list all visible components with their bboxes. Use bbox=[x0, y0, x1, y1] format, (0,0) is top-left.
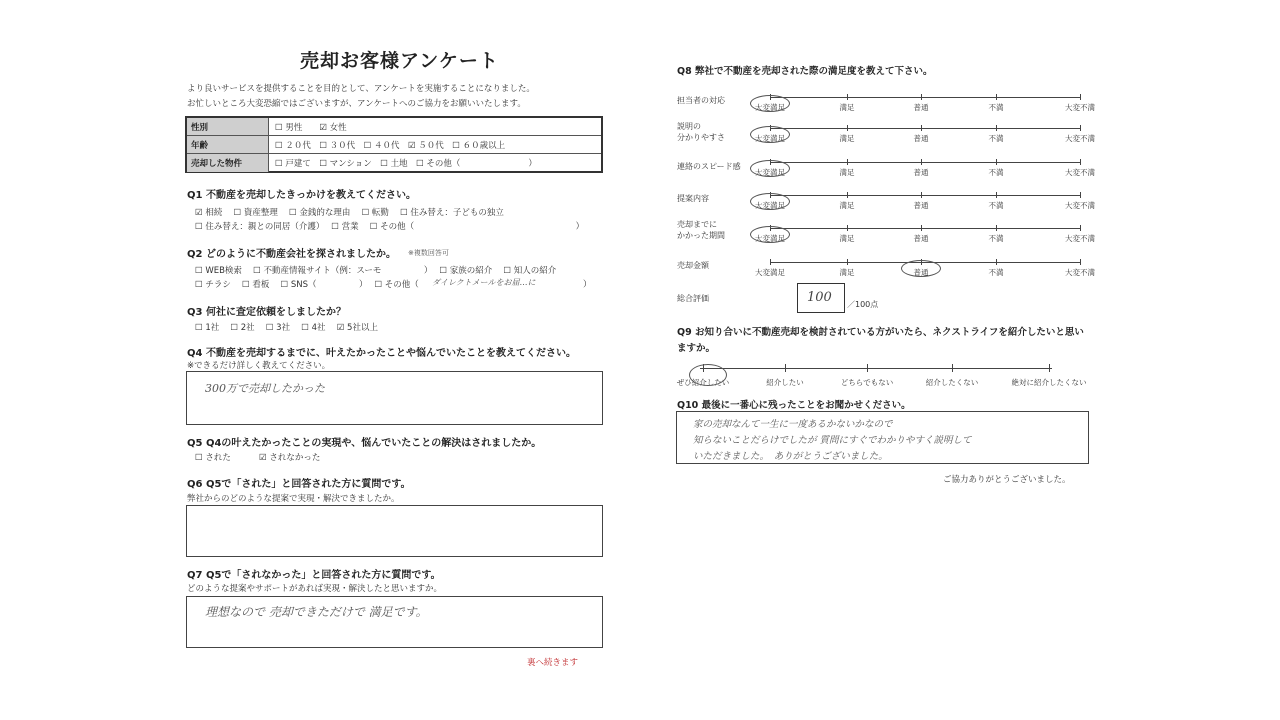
selected-circle-mark bbox=[901, 260, 941, 277]
q1-options-line-1[interactable]: ☑ 相続 ☐ 資産整理 ☐ 金銭的な理由 ☐ 転勤 ☐ 住み替え：子どもの独立 bbox=[195, 208, 504, 218]
scale-tick[interactable] bbox=[1080, 94, 1081, 100]
q8-question: Q8 弊社で不動産を売却された際の満足度を教えて下さい。 bbox=[677, 66, 933, 77]
scale-option-label[interactable]: 大変満足 bbox=[755, 268, 785, 277]
q2-note: ※複数回答可 bbox=[408, 249, 449, 257]
q10-answer-line-2: 知らないことだらけでしたが 質問にすぐでわかりやすく説明して bbox=[693, 435, 972, 446]
scale-option-label[interactable]: 満足 bbox=[839, 103, 855, 112]
q9-selected-circle-mark bbox=[689, 364, 727, 386]
scale-option-label[interactable]: 大変不満 bbox=[1065, 268, 1095, 277]
scale-option-label[interactable]: 大変満足 bbox=[755, 234, 785, 243]
q2-options-line-1[interactable]: ☐ WEB検索 ☐ 不動産情報サイト（例：スーモ ） ☐ 家族の紹介 ☐ 知人の紹介 bbox=[195, 266, 557, 276]
overall-score: 100 bbox=[807, 290, 832, 305]
selected-circle-mark bbox=[750, 193, 790, 210]
scale-tick[interactable] bbox=[921, 225, 922, 231]
q9-scale-label[interactable]: どちらでもない bbox=[840, 378, 894, 387]
q4-answer: 300万で売却したかった bbox=[205, 382, 325, 395]
q6-answer-box[interactable] bbox=[186, 505, 603, 557]
scale-option-label[interactable]: 満足 bbox=[839, 268, 855, 277]
scale-tick[interactable] bbox=[996, 94, 997, 100]
q8-row-label: 提案内容 bbox=[677, 194, 709, 203]
page-title: 売却お客様アンケート bbox=[300, 50, 499, 72]
q8-row-scale bbox=[755, 162, 1095, 177]
intro-line-1: より良いサービスを提供することを目的として、アンケートを実施することになりました。 bbox=[187, 84, 535, 94]
property-label: 売却した物件 bbox=[187, 154, 269, 172]
scale-tick[interactable] bbox=[996, 159, 997, 165]
q4-question: Q4 不動産を売却するまでに、叶えたかったことや悩んでいたことを教えてください。 bbox=[187, 348, 576, 359]
q6-sub: 弊社からのどのような提案で実現・解決できましたか。 bbox=[187, 494, 400, 504]
q9-question-line-1: Q9 お知り合いに不動産売却を検討されている方がいたら、ネクストライフを紹介したいと思い bbox=[677, 327, 1084, 338]
q8-row-label: 説明の 分かりやすさ bbox=[677, 122, 725, 142]
q8-row-label: 売却金額 bbox=[677, 261, 709, 270]
scale-option-label[interactable]: 普通 bbox=[913, 168, 929, 177]
q1-question: Q1 不動産を売却したきっかけを教えてください。 bbox=[187, 190, 416, 201]
profile-row-gender bbox=[187, 118, 601, 136]
scale-tick[interactable] bbox=[770, 259, 771, 265]
scale-tick[interactable] bbox=[847, 125, 848, 131]
intro-line-2: お忙しいところ大変恐縮ではございますが、アンケートへのご協力をお願いいたします。 bbox=[187, 99, 526, 109]
overall-suffix: ／100点 bbox=[847, 300, 879, 309]
scale-option-label[interactable]: 大変不満 bbox=[1065, 134, 1095, 143]
q8-row-label: 連絡のスピード感 bbox=[677, 162, 741, 171]
overall-score-box[interactable] bbox=[797, 283, 845, 313]
scale-tick[interactable] bbox=[996, 192, 997, 198]
scale-option-label[interactable]: 不満 bbox=[988, 134, 1004, 143]
scale-option-label[interactable]: 満足 bbox=[839, 234, 855, 243]
age-options[interactable]: ☐ ２０代 ☐ ３０代 ☐ ４０代 ☑ ５０代 ☐ ６０歳以上 bbox=[275, 141, 506, 151]
scale-tick[interactable] bbox=[847, 192, 848, 198]
q8-row-label: 担当者の対応 bbox=[677, 96, 725, 105]
q8-row-scale bbox=[755, 262, 1095, 277]
profile-row-age bbox=[187, 136, 601, 154]
scale-tick[interactable] bbox=[847, 159, 848, 165]
scale-tick[interactable] bbox=[1080, 192, 1081, 198]
profile-table bbox=[185, 116, 603, 173]
q7-question: Q7 Q5で「されなかった」と回答された方に質問です。 bbox=[187, 570, 441, 581]
scale-tick[interactable] bbox=[921, 159, 922, 165]
q5-options[interactable]: ☐ された ☑ されなかった bbox=[195, 453, 321, 463]
q7-sub: どのような提案やサポートがあれば実現・解決したと思いますか。 bbox=[187, 584, 443, 594]
scale-tick[interactable] bbox=[1080, 225, 1081, 231]
scale-tick[interactable] bbox=[1080, 159, 1081, 165]
scale-tick[interactable] bbox=[847, 259, 848, 265]
selected-circle-mark bbox=[750, 95, 790, 112]
q9-scale-tick[interactable] bbox=[867, 364, 868, 372]
scale-option-label[interactable]: 満足 bbox=[839, 168, 855, 177]
q3-options[interactable]: ☐ 1社 ☐ 2社 ☐ 3社 ☐ 4社 ☑ 5社以上 bbox=[195, 323, 378, 333]
scale-tick[interactable] bbox=[996, 259, 997, 265]
property-options[interactable]: ☐ 戸建て ☐ マンション ☐ 土地 ☐ その他（ ） bbox=[275, 159, 537, 169]
scale-tick[interactable] bbox=[847, 225, 848, 231]
q10-question: Q10 最後に一番心に残ったことをお聞かせください。 bbox=[677, 400, 911, 411]
scale-option-label[interactable]: 大変満足 bbox=[755, 134, 785, 143]
scale-option-label[interactable]: 不満 bbox=[988, 103, 1004, 112]
scale-option-label[interactable]: 満足 bbox=[839, 134, 855, 143]
gender-options[interactable]: ☐ 男性 ☑ 女性 bbox=[275, 123, 347, 133]
scale-option-label[interactable]: 不満 bbox=[988, 168, 1004, 177]
q10-answer-line-3: いただきました。 ありがとうございました。 bbox=[693, 451, 888, 462]
q9-scale-label[interactable]: 紹介したい bbox=[766, 378, 804, 387]
selected-circle-mark bbox=[750, 160, 790, 177]
q8-row-scale bbox=[755, 228, 1095, 243]
scale-option-label[interactable]: 不満 bbox=[988, 201, 1004, 210]
q7-answer-box[interactable] bbox=[186, 596, 603, 648]
q9-scale-tick[interactable] bbox=[1049, 364, 1050, 372]
scale-tick[interactable] bbox=[921, 94, 922, 100]
selected-circle-mark bbox=[750, 126, 790, 143]
scale-tick[interactable] bbox=[921, 192, 922, 198]
q4-answer-box[interactable] bbox=[186, 371, 603, 425]
q7-answer: 理想なので 売却できただけで 満足です。 bbox=[205, 605, 428, 619]
scale-option-label[interactable]: 大変満足 bbox=[755, 201, 785, 210]
scale-option-label[interactable]: 大変不満 bbox=[1065, 201, 1095, 210]
q2-other-close: ） bbox=[583, 280, 592, 290]
q3-question: Q3 何社に査定依頼をしましたか？ bbox=[187, 307, 346, 318]
q9-scale-label[interactable]: ぜひ紹介したい bbox=[676, 378, 730, 387]
q4-note: ※できるだけ詳しく教えてください。 bbox=[187, 361, 331, 371]
scale-tick[interactable] bbox=[996, 125, 997, 131]
q5-question: Q5 Q4の叶えたかったことの実現や、悩んでいたことの解決はされましたか。 bbox=[187, 438, 542, 449]
q9-question-line-2: ますか。 bbox=[677, 343, 716, 354]
scale-option-label[interactable]: 大変不満 bbox=[1065, 103, 1095, 112]
scale-option-label[interactable]: 普通 bbox=[913, 103, 929, 112]
scale-option-label[interactable]: 不満 bbox=[988, 268, 1004, 277]
profile-row-property bbox=[187, 154, 601, 172]
q8-row-label: 売却までに かかった期間 bbox=[677, 220, 725, 240]
scale-option-label[interactable]: 満足 bbox=[839, 201, 855, 210]
q10-answer-line-1: 家の売却なんて一生に一度あるかないかなので bbox=[693, 419, 893, 430]
scale-option-label[interactable]: 不満 bbox=[988, 234, 1004, 243]
scale-option-label[interactable]: 普通 bbox=[913, 201, 929, 210]
scale-tick[interactable] bbox=[847, 94, 848, 100]
overall-label: 総合評価 bbox=[677, 294, 709, 303]
q8-row-scale bbox=[755, 128, 1095, 143]
q9-scale-label[interactable]: 紹介したくない bbox=[925, 378, 979, 387]
q1-options-line-2[interactable]: ☐ 住み替え：親との同居（介護） ☐ 営業 ☐ その他（ ） bbox=[195, 222, 585, 232]
scale-option-label[interactable]: 大変満足 bbox=[755, 103, 785, 112]
q2-question: Q2 どのように不動産会社を探されましたか。 bbox=[187, 249, 396, 260]
scale-tick[interactable] bbox=[1080, 125, 1081, 131]
scale-option-label[interactable]: 大変不満 bbox=[1065, 234, 1095, 243]
scale-option-label[interactable]: 大変満足 bbox=[755, 168, 785, 177]
q6-question: Q6 Q5で「された」と回答された方に質問です。 bbox=[187, 479, 411, 490]
scale-option-label[interactable]: 普通 bbox=[913, 268, 929, 277]
continue-note: 裏へ続きます bbox=[527, 658, 579, 668]
age-label: 年齢 bbox=[187, 136, 269, 153]
scale-option-label[interactable]: 普通 bbox=[913, 234, 929, 243]
thanks-note: ご協力ありがとうございました。 bbox=[943, 475, 1071, 485]
q8-row-scale bbox=[755, 97, 1095, 112]
q2-handwritten-other: ダイレクトメールをお届…に bbox=[432, 278, 536, 287]
q2-options-line-2[interactable]: ☐ チラシ ☐ 看板 ☐ SNS（ ） ☐ その他（ bbox=[195, 280, 419, 290]
selected-circle-mark bbox=[750, 226, 790, 243]
q9-scale-tick[interactable] bbox=[785, 364, 786, 372]
scale-option-label[interactable]: 普通 bbox=[913, 134, 929, 143]
q9-scale-label[interactable]: 絶対に紹介したくない bbox=[1011, 378, 1087, 387]
scale-option-label[interactable]: 大変不満 bbox=[1065, 168, 1095, 177]
q10-answer-box[interactable] bbox=[676, 411, 1089, 464]
scale-tick[interactable] bbox=[1080, 259, 1081, 265]
q9-scale-tick[interactable] bbox=[952, 364, 953, 372]
q9-scale-line bbox=[700, 368, 1052, 369]
scale-tick[interactable] bbox=[921, 125, 922, 131]
gender-label: 性別 bbox=[187, 118, 269, 135]
scale-tick[interactable] bbox=[996, 225, 997, 231]
q8-row-scale bbox=[755, 195, 1095, 210]
